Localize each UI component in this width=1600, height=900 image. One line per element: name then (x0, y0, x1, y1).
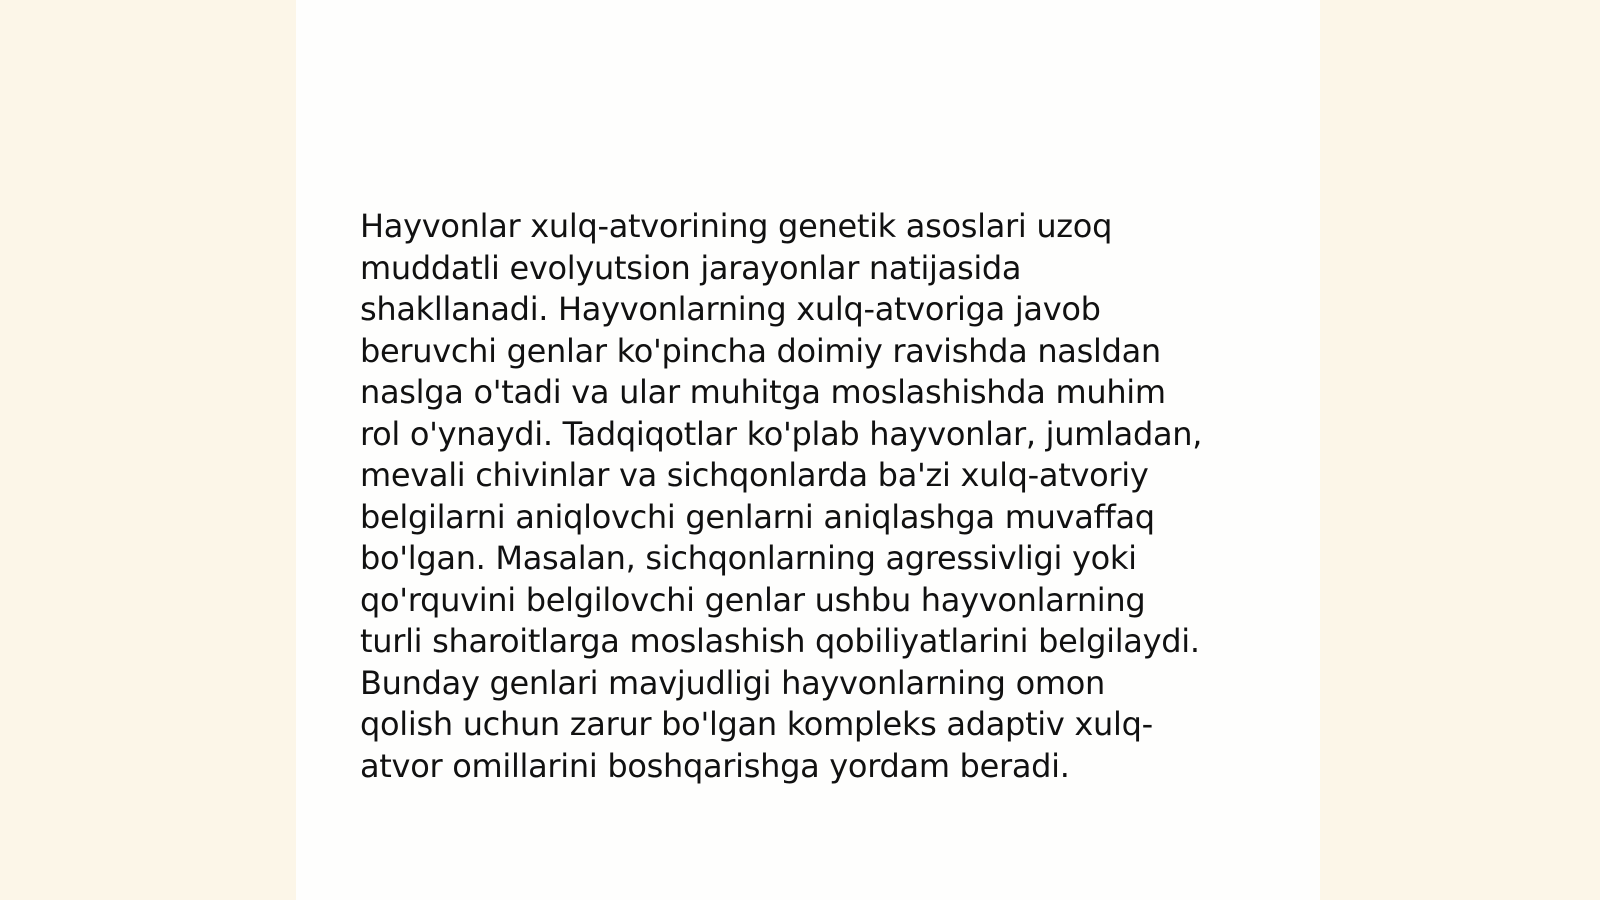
paragraph-line: Bunday genlari mavjudligi hayvonlarning omon (360, 663, 1105, 702)
paragraph-line: mevali chivinlar va sichqonlarda ba'zi xulq-atvoriy (360, 456, 1149, 494)
paragraph-line: atvor omillarini boshqarishga yordam beradi. (360, 746, 1070, 785)
paragraph-line: belgilarni aniqlovchi genlarni aniqlashga muvaffaq (360, 497, 1155, 536)
paragraph-line: naslga o'tadi va ular muhitga moslashishda muhim (360, 373, 1166, 411)
paragraph-line: beruvchi genlar ko'pincha doimiy ravishda nasldan (360, 331, 1161, 370)
body-paragraph (360, 206, 1250, 787)
paragraph-line: qo'rquvini belgilovchi genlar ushbu hayvonlarning (360, 580, 1146, 619)
paragraph-line: Hayvonlar xulq-atvorining genetik asoslari uzoq (360, 207, 1113, 245)
paragraph-line: bo'lgan. Masalan, sichqonlarning agressivligi yoki (360, 539, 1137, 577)
paragraph-line: shakllanadi. Hayvonlarning xulq-atvoriga javob (360, 290, 1101, 328)
paragraph-line: turli sharoitlarga moslashish qobiliyatlarini belgilaydi. (360, 622, 1200, 660)
paragraph-line: muddatli evolyutsion jarayonlar natijasida (360, 248, 1022, 287)
document-page (296, 0, 1320, 900)
paragraph-line: rol o'ynaydi. Tadqiqotlar ko'plab hayvonlar, jumladan, (360, 414, 1203, 453)
paragraph-line: qolish uchun zarur bo'lgan kompleks adaptiv xulq- (360, 705, 1153, 743)
